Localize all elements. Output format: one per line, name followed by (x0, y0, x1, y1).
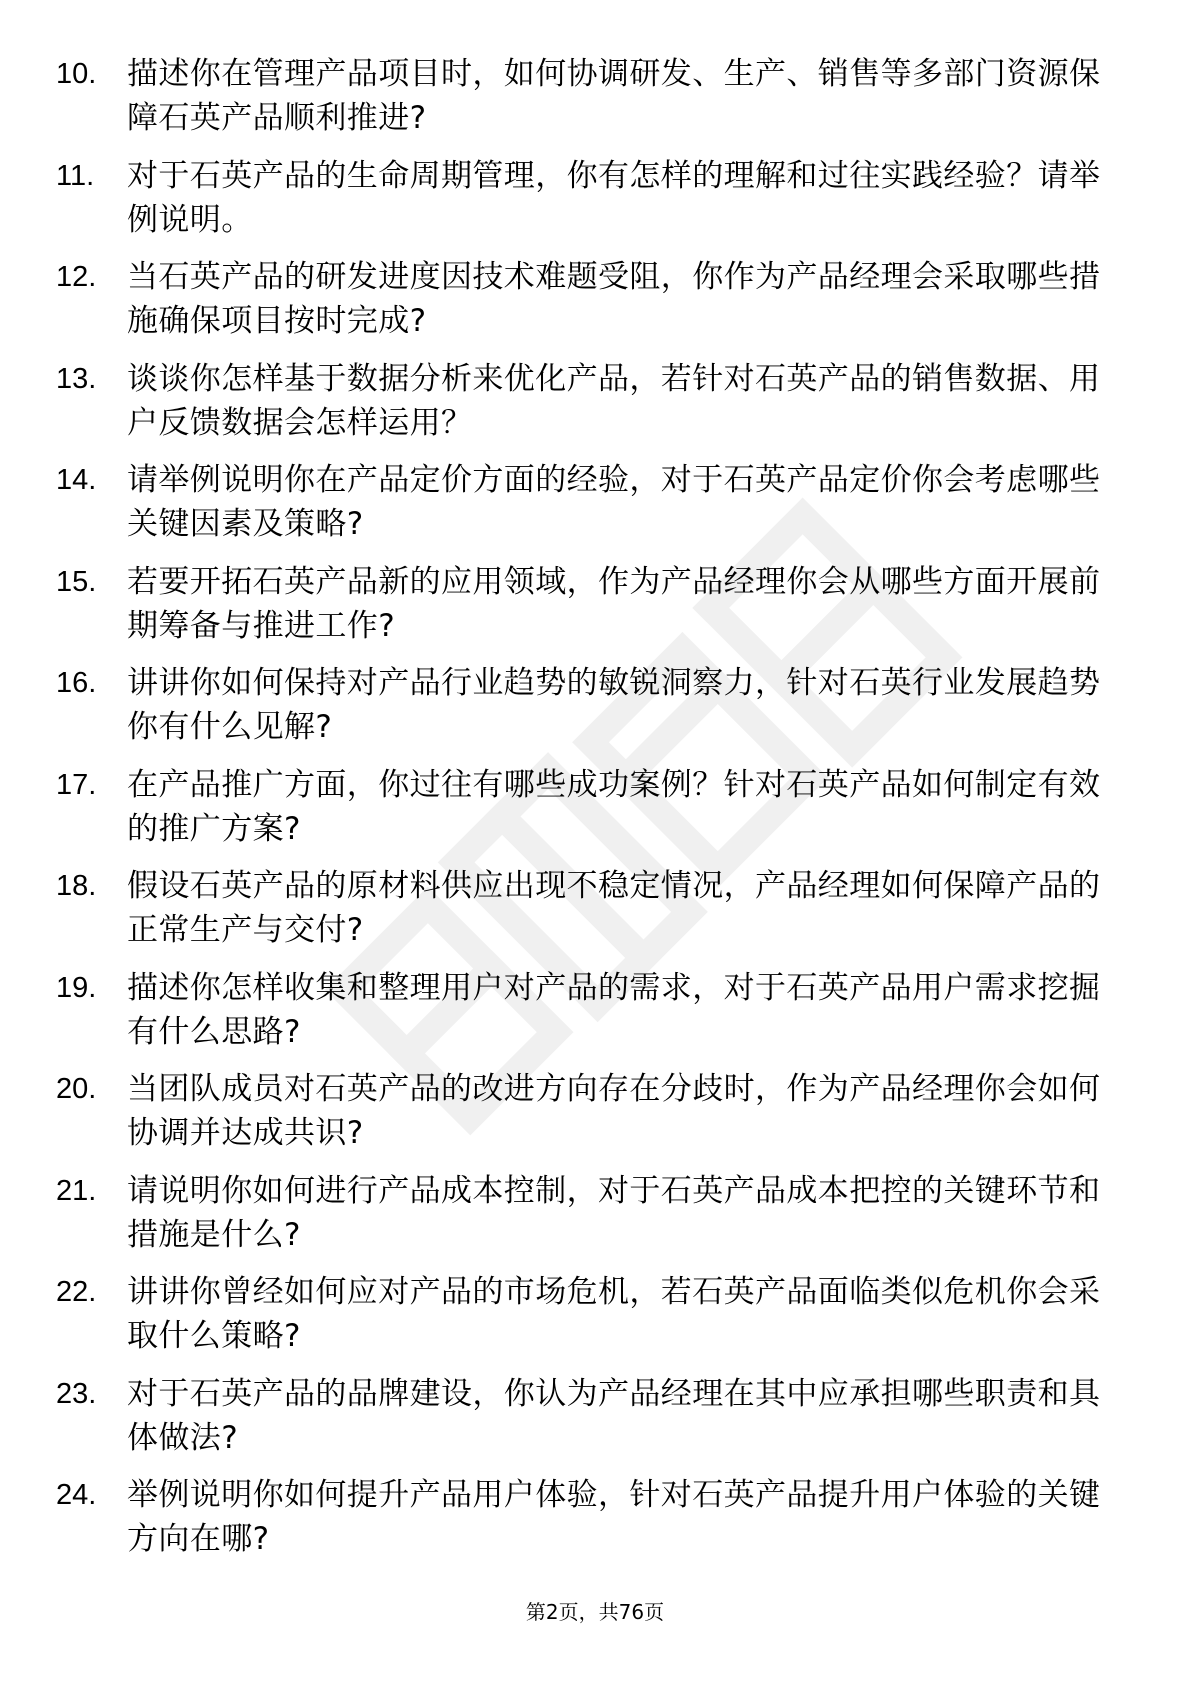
question-text: 对于石英产品的生命周期管理，你有怎样的理解和过往实践经验？请举例说明。 (127, 157, 1101, 238)
question-number: 10. (56, 58, 97, 90)
question-text: 请说明你如何进行产品成本控制，对于石英产品成本把控的关键环节和措施是什么? (127, 1172, 1101, 1253)
question-text: 若要开拓石英产品新的应用领域，作为产品经理你会从哪些方面开展前期筹备与推进工作? (127, 563, 1101, 644)
question-text: 讲讲你如何保持对产品行业趋势的敏锐洞察力，针对石英行业发展趋势你有什么见解? (127, 665, 1101, 745)
question-item (56, 458, 1136, 560)
question-list (56, 52, 1136, 1575)
question-number: 23. (56, 1377, 97, 1410)
question-item (56, 763, 1136, 865)
question-text: 谈谈你怎样基于数据分析来优化产品，若针对石英产品的销售数据、用户反馈数据会怎样运用？ (127, 360, 1101, 441)
question-item (56, 864, 1136, 966)
question-number: 24. (56, 1479, 97, 1511)
question-item (56, 255, 1136, 357)
question-number: 16. (56, 667, 97, 699)
question-number: 11. (56, 159, 95, 192)
question-item (56, 661, 1136, 763)
question-item (56, 560, 1136, 662)
question-text: 举例说明你如何提升产品用户体验，针对石英产品提升用户体验的关键方向在哪? (127, 1477, 1101, 1557)
question-number: 21. (56, 1174, 97, 1207)
question-item (56, 1473, 1136, 1575)
question-number: 15. (56, 565, 97, 598)
question-text: 在产品推广方面，你过往有哪些成功案例？针对石英产品如何制定有效的推广方案? (127, 766, 1101, 847)
question-item (56, 1169, 1136, 1271)
page-footer: 第2页，共76页 (525, 1600, 665, 1624)
question-item (56, 1372, 1136, 1474)
question-text: 对于石英产品的品牌建设，你认为产品经理在其中应承担哪些职责和具体做法? (127, 1375, 1101, 1456)
question-number: 14. (56, 464, 97, 496)
question-number: 22. (56, 1276, 97, 1308)
question-number: 13. (56, 362, 97, 395)
question-text: 当团队成员对石英产品的改进方向存在分歧时，作为产品经理你会如何协调并达成共识? (127, 1071, 1101, 1151)
question-item (56, 966, 1136, 1068)
question-item (56, 1270, 1136, 1372)
question-item (56, 357, 1136, 459)
question-text: 假设石英产品的原材料供应出现不稳定情况，产品经理如何保障产品的正常生产与交付? (127, 868, 1101, 948)
question-text: 讲讲你曾经如何应对产品的市场危机，若石英产品面临类似危机你会采取什么策略? (127, 1274, 1101, 1354)
question-item (56, 1067, 1136, 1169)
question-number: 17. (56, 768, 97, 801)
question-number: 12. (56, 261, 97, 293)
question-text: 描述你怎样收集和整理用户对产品的需求，对于石英产品用户需求挖掘有什么思路? (127, 969, 1101, 1050)
question-number: 20. (56, 1073, 97, 1105)
question-text: 请举例说明你在产品定价方面的经验，对于石英产品定价你会考虑哪些关键因素及策略? (127, 462, 1101, 542)
question-text: 当石英产品的研发进度因技术难题受阻，你作为产品经理会采取哪些措施确保项目按时完成? (127, 259, 1101, 339)
question-item (56, 52, 1136, 154)
question-item (56, 154, 1136, 256)
question-text: 描述你在管理产品项目时，如何协调研发、生产、销售等多部门资源保障石英产品顺利推进? (127, 56, 1101, 136)
question-number: 18. (56, 870, 97, 902)
question-number: 19. (56, 971, 97, 1004)
